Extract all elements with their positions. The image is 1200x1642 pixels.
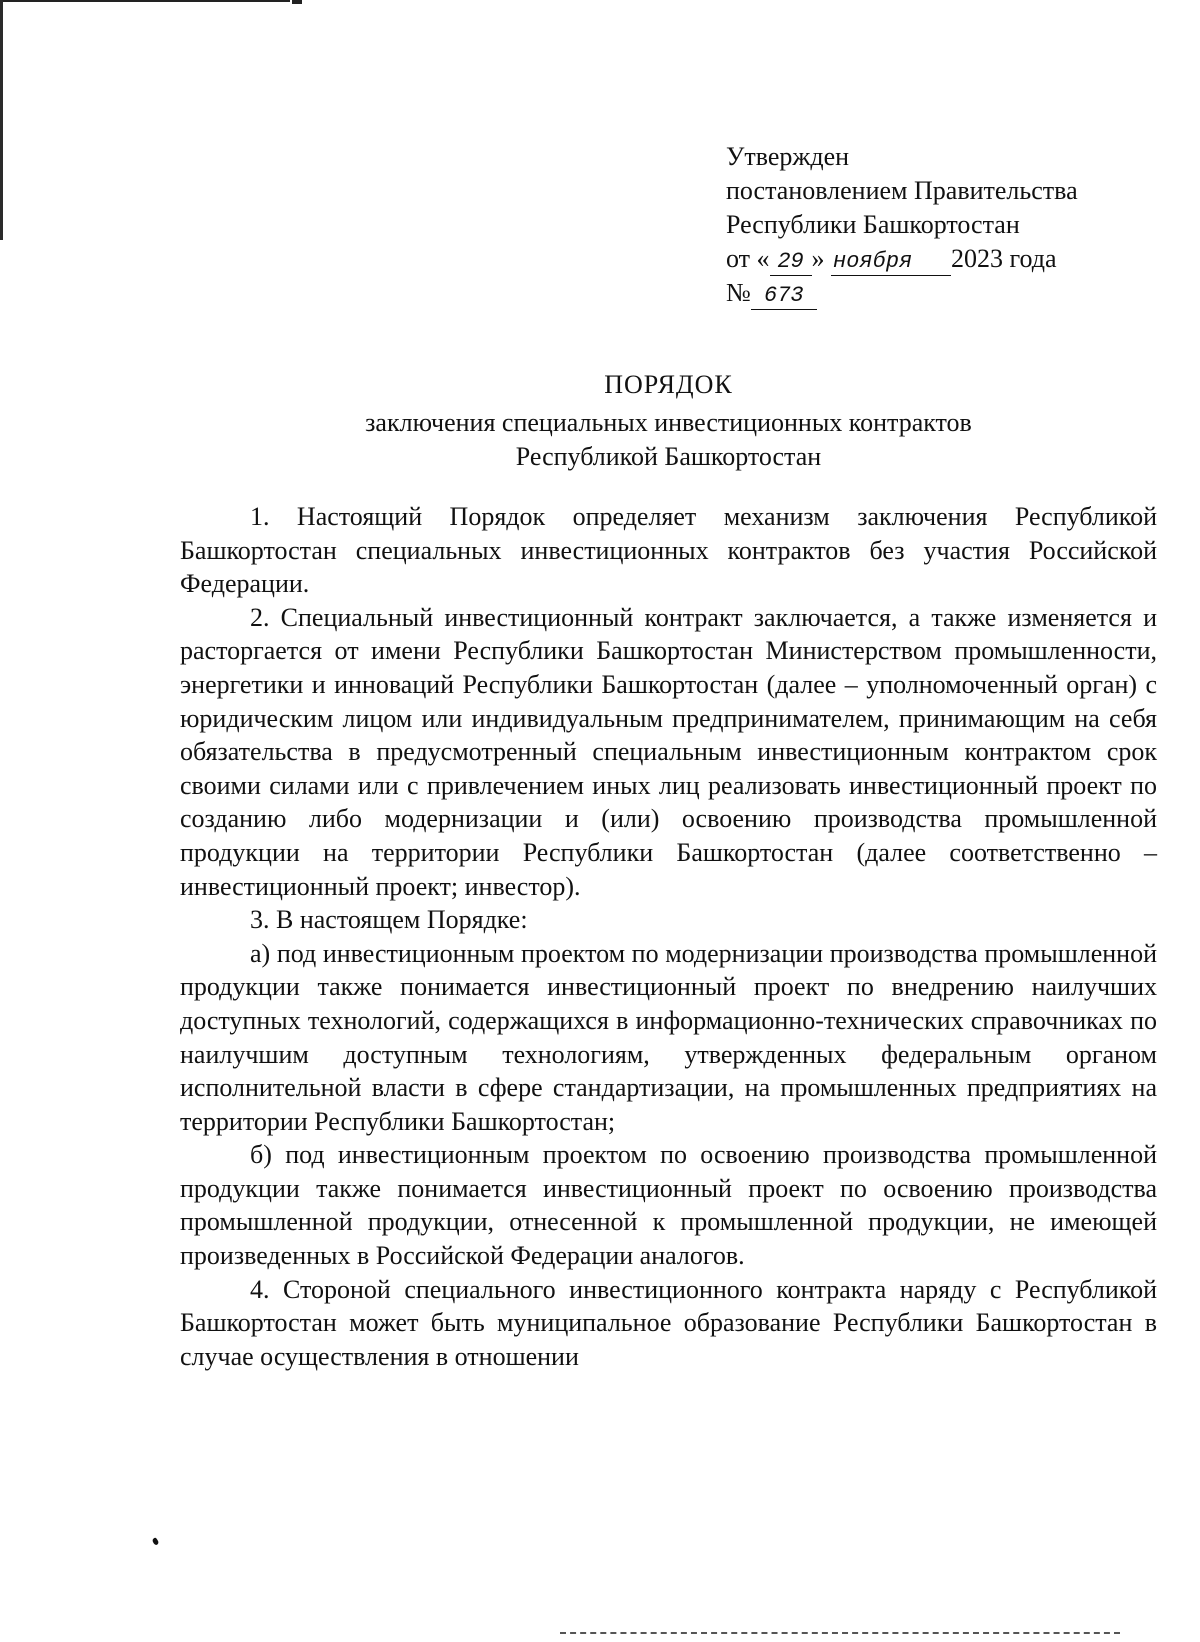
scan-mark-top (292, 0, 302, 4)
approval-number: 673 (751, 283, 817, 310)
document-heading (180, 368, 1157, 474)
approval-year: 2023 года (951, 244, 1057, 273)
approval-by-resolution: постановлением Правительства (726, 176, 1078, 205)
approval-number-prefix: № (726, 278, 751, 307)
document-subtitle-line2: Республикой Башкортостан (515, 442, 822, 471)
approval-date-mid: » (811, 244, 825, 273)
approval-date-line (726, 242, 1078, 276)
paragraph-3: 3. В настоящем Порядке: (250, 905, 528, 935)
scan-speck (151, 1537, 159, 1546)
document-subtitle-line1: заключения специальных инвестиционных контрактов (365, 408, 972, 437)
approval-month: ноября (831, 249, 951, 276)
paragraph-4: 4. Стороной специального инвестиционного контракта наряду с Республикой Башкортостан может быть муниципальное образование Республики Башкортостан в случае осуществления в отношении (180, 1274, 1157, 1371)
approval-date-prefix: от « (726, 244, 770, 273)
scan-edge-left (0, 0, 3, 240)
approval-number-line (726, 276, 1078, 310)
scan-edge-bottom (560, 1632, 1120, 1634)
document-body (180, 500, 1157, 1373)
document-title: ПОРЯДОК (604, 370, 733, 399)
paragraph-3b: б) под инвестиционным проектом по освоению производства промышленной продукции также понимается инвестиционный проект по освоению производства промышленной продукции, отнесенной к промышленной продукции, не имеющей произведенных в Российской Федерации аналогов. (180, 1140, 1157, 1271)
paragraph-1: 1. Настоящий Порядок определяет механизм заключения Республикой Башкортостан специальных инвестиционных контрактов без участия Российской Федерации. (180, 502, 1157, 599)
scan-edge-top (0, 0, 290, 2)
approval-republic: Республики Башкортостан (726, 210, 1020, 239)
approval-block (726, 140, 1078, 310)
paragraph-3a: а) под инвестиционным проектом по модернизации производства промышленной продукции также понимается инвестиционный проект по внедрению наилучших доступных технологий, содержащихся в информационно-технических справочниках по наилучшим доступным технологиям, утвержденных федеральным органом исполнительной власти в сфере стандартизации, на промышленных предприятиях на территории Республики Башкортостан; (180, 938, 1157, 1136)
approval-day: 29 (770, 249, 812, 276)
paragraph-2: 2. Специальный инвестиционный контракт заключается, а также изменяется и расторгается от имени Республики Башкортостан Министерством промышленности, энергетики и инноваций Республики Башкортостан (далее – уполномоченный орган) с юридическим лицом или индивидуальным предпринимателем, принимающим на себя обязательства в предусмотренный специальным инвестиционным контрактом срок своими силами или с привлечением иных лиц реализовать инвестиционный проект по созданию либо модернизации и (или) освоению производства промышленной продукции на территории Республики Башкортостан (далее соответственно – инвестиционный проект; инвестор). (180, 602, 1157, 901)
approval-approved: Утвержден (726, 142, 850, 171)
